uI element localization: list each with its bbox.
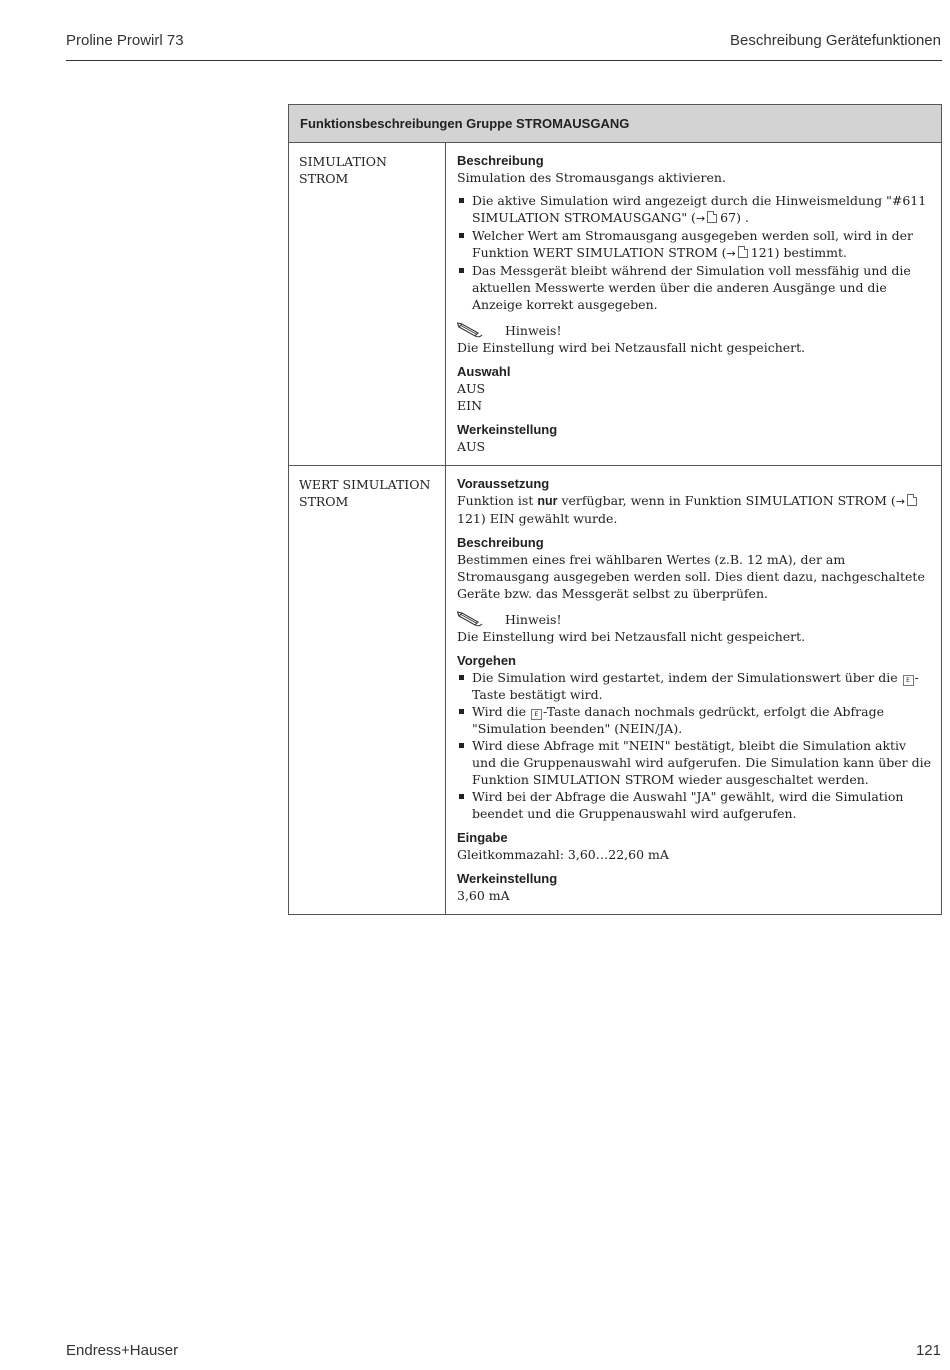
page-number: 121 [915, 1342, 941, 1359]
list-item: Wird bei der Abfrage die Auswahl "JA" gewählt, wird die Simulation beendet und die Gruppenauswahl wird aufgerufen. [457, 788, 931, 822]
text: -Taste bestätigt wird. [472, 670, 919, 702]
section-heading: Beschreibung [457, 153, 544, 168]
page-ref[interactable]: 121 [457, 511, 481, 526]
text: -Taste danach nochmals gedrückt, erfolgt die Abfrage "Simulation beenden" (NEIN/JA). [472, 704, 885, 736]
default-value: 3,60 mA [457, 888, 510, 903]
function-name: SIMULATION STROM [289, 143, 446, 466]
description-text: Bestimmen eines frei wählbaren Wertes (z.B. 12 mA), der am Stromausgang ausgegeben werden soll. Dies dient dazu, nachgeschaltete Geräte bzw. das Messgerät selbst zu überprüfen. [457, 552, 925, 601]
note-text: Die Einstellung wird bei Netzausfall nicht gespeichert. [457, 340, 806, 355]
list-item: Wird diese Abfrage mit "NEIN" bestätigt, bleibt die Simulation aktiv und die Gruppenauswahl wird aufgerufen. Die Simulation kann über die Funktion SIMULATION STROM wieder ausgeschaltet werden. [457, 737, 931, 788]
enter-key-icon: E [903, 675, 914, 686]
text: verfügbar, wenn in Funktion SIMULATION STROM ( [557, 493, 896, 508]
function-description [446, 143, 942, 466]
header-section: Beschreibung Gerätefunktionen [730, 32, 941, 49]
function-table [288, 104, 942, 915]
function-name: WERT SIMULATION STROM [289, 466, 446, 915]
header-rule [66, 60, 942, 61]
page-ref[interactable]: 67 [720, 210, 737, 225]
pencil-icon [457, 611, 483, 628]
text: ) . [736, 210, 749, 225]
list-item [457, 669, 931, 703]
text: Die Simulation wird gestartet, indem der Simulationswert über die [472, 670, 902, 685]
option: AUS [457, 381, 486, 396]
text: ) EIN gewählt wurde. [480, 511, 618, 526]
text: Welcher Wert am Stromausgang ausgegeben werden soll, wird in der Funktion WERT SIMULATION STROM ( [472, 228, 913, 260]
list-item [457, 703, 931, 737]
section-heading: Vorgehen [457, 653, 516, 668]
page-icon [738, 246, 748, 258]
text: Wird die [472, 704, 530, 719]
note-label: Hinweis! [505, 322, 562, 338]
section-heading: Werkeinstellung [457, 871, 558, 886]
bullet-list [457, 669, 931, 822]
input-range: Gleitkommazahl: 3,60…22,60 mA [457, 847, 669, 862]
list-item [457, 192, 931, 227]
note-block [457, 610, 931, 645]
function-description [446, 466, 942, 915]
bullet-list [457, 192, 931, 313]
list-item [457, 227, 931, 262]
table-title: Funktionsbeschreibungen Gruppe STROMAUSGANG [289, 105, 942, 143]
precondition-text [457, 492, 931, 527]
section-heading: Voraussetzung [457, 476, 550, 491]
arrow-icon: → [726, 247, 736, 260]
option: EIN [457, 398, 482, 413]
section-heading: Werkeinstellung [457, 422, 558, 437]
arrow-icon: → [895, 495, 906, 508]
section-heading: Eingabe [457, 830, 508, 845]
note-text: Die Einstellung wird bei Netzausfall nicht gespeichert. [457, 629, 806, 644]
table-row [289, 143, 942, 466]
header-title: Proline Prowirl 73 [66, 32, 184, 49]
text: ) bestimmt. [774, 245, 847, 260]
table-row [289, 466, 942, 915]
page-icon [707, 211, 717, 223]
note-block [457, 321, 931, 356]
pencil-icon [457, 322, 483, 339]
section-heading: Beschreibung [457, 535, 544, 550]
description-text: Simulation des Stromausgangs aktivieren. [457, 170, 726, 185]
page-icon [907, 494, 917, 506]
enter-key-icon: E [531, 709, 542, 720]
page-ref[interactable]: 121 [750, 245, 775, 260]
default-value: AUS [457, 439, 486, 454]
text: Die aktive Simulation wird angezeigt durch die Hinweismeldung "#611 SIMULATION STROMAUSGANG" ( [472, 193, 927, 225]
emphasis: nur [537, 494, 558, 508]
section-heading: Auswahl [457, 364, 511, 379]
footer-brand: Endress+Hauser [66, 1342, 179, 1359]
note-label: Hinweis! [505, 611, 562, 627]
list-item: Das Messgerät bleibt während der Simulation voll messfähig und die aktuellen Messwerte werden über die anderen Ausgänge und die Anzeige korrekt ausgegeben. [457, 262, 931, 313]
text: Funktion ist [457, 493, 538, 508]
arrow-icon: → [695, 212, 706, 225]
